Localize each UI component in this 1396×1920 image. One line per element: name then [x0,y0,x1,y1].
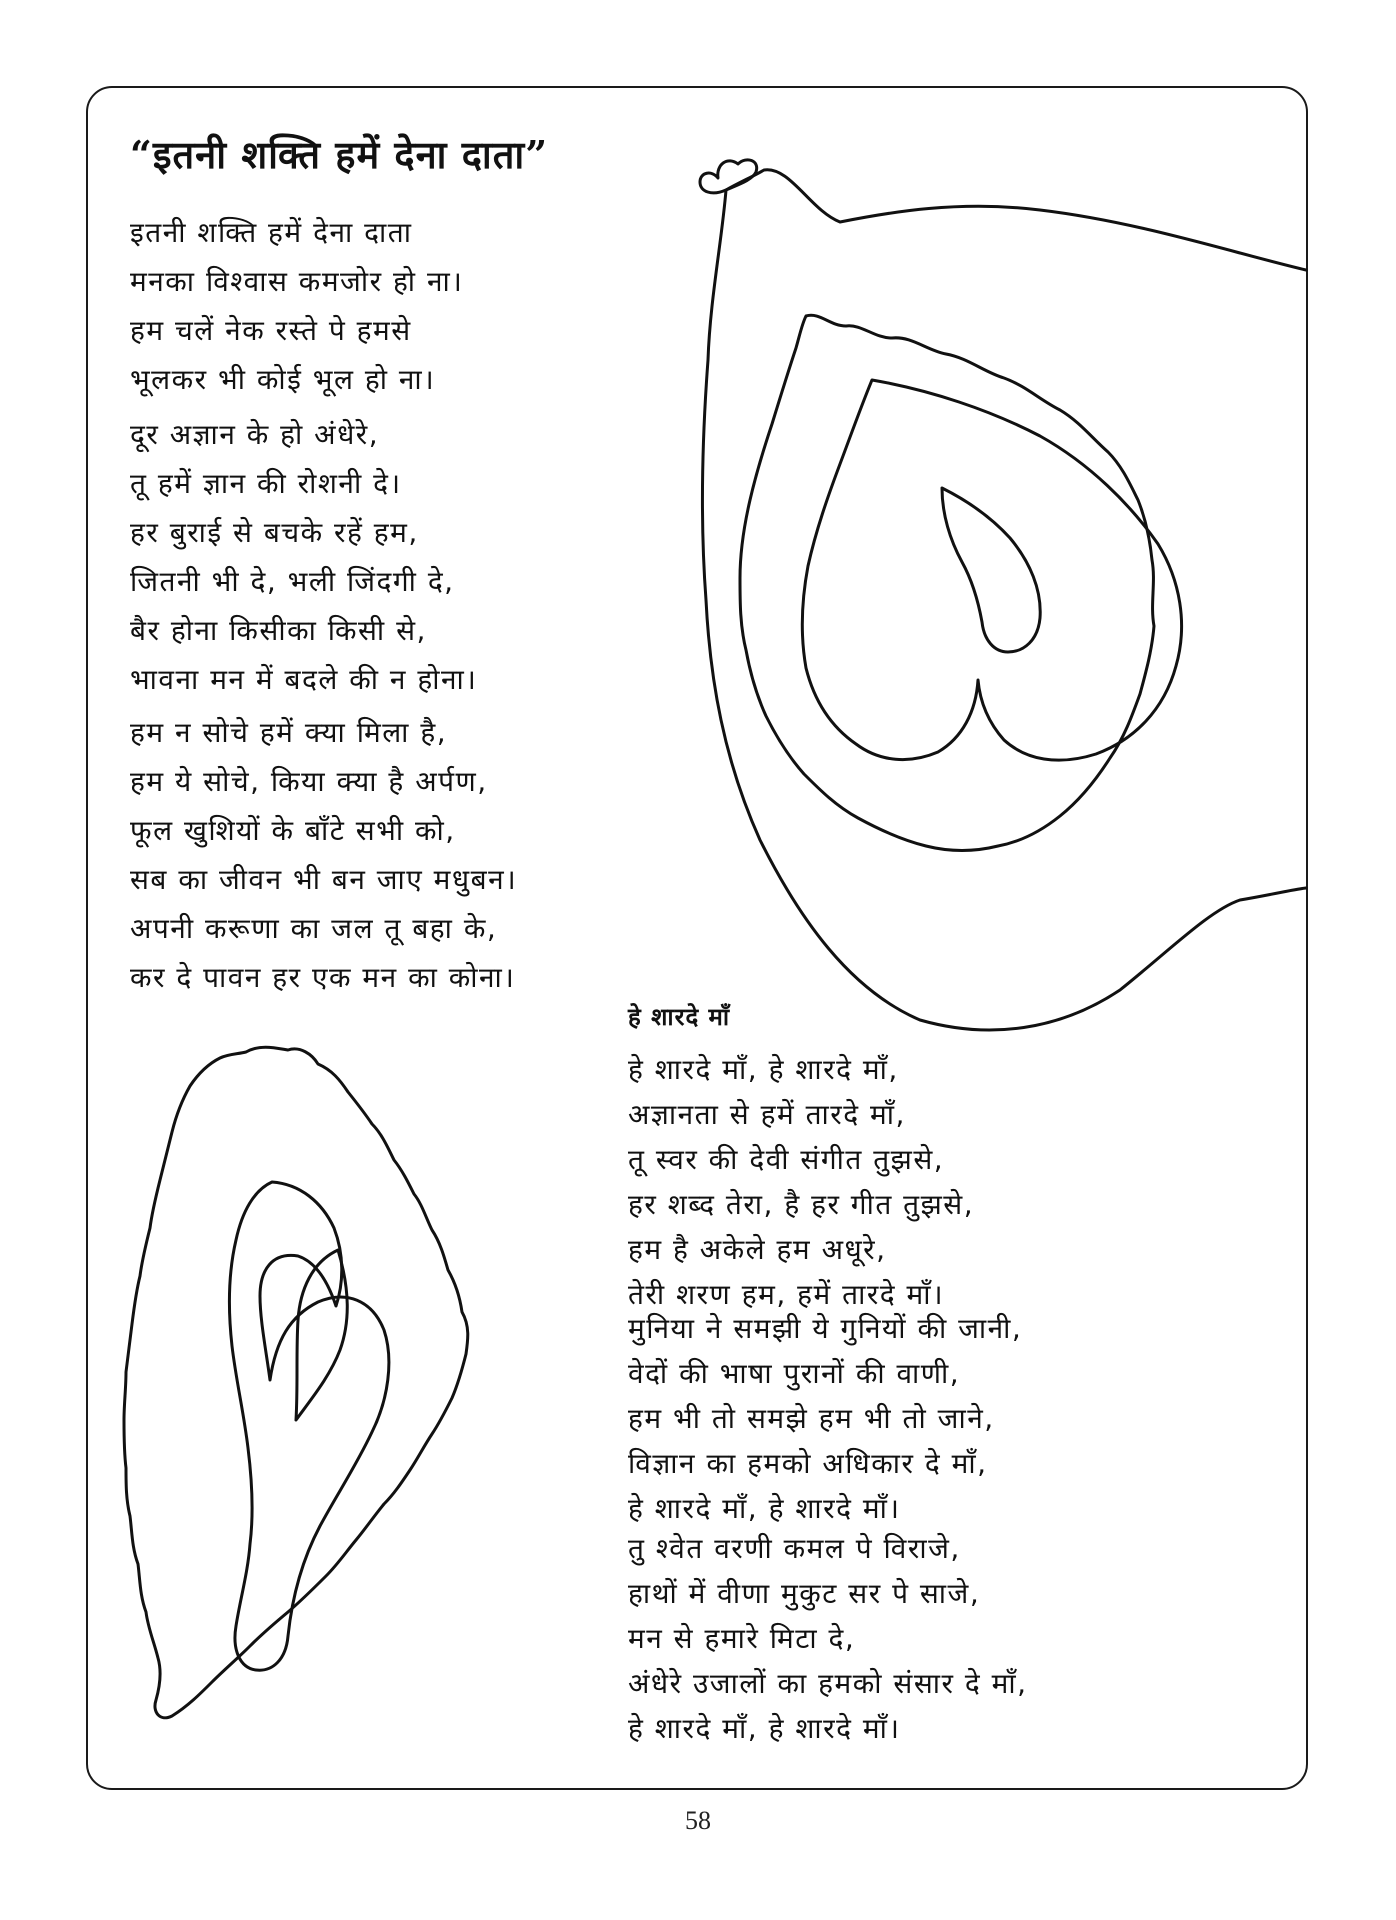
poem-line: हे शारदे माँ, हे शारदे माँ, [628,1053,899,1086]
poem1-stanza-1 [130,208,463,404]
poem-line: बैर होना किसीका किसी से, [130,614,427,647]
poem-line: भूलकर भी कोई भूल हो ना। [130,363,436,396]
poem-line: भावना मन में बदले की न होना। [130,663,478,696]
poem2-stanza-3 [628,1526,1028,1751]
poem1-stanza-2 [130,410,477,704]
poem-line: हम न सोचे हमें क्या मिला है, [130,716,448,749]
poem-line: हर शब्द तेरा, है हर गीत तुझसे, [628,1188,975,1221]
leaf-stem-curl [700,160,757,193]
poem-line: मुनिया ने समझी ये गुनियों की जानी, [628,1312,1023,1345]
poem-line: हर बुराई से बचके रहें हम, [130,516,419,549]
poem-line: अज्ञानता से हमें तारदे माँ, [628,1098,906,1131]
poem-line: मनका विश्वास कमजोर हो ना। [130,265,464,298]
poem-line: तेरी शरण हम, हमें तारदे माँ। [628,1278,945,1311]
poem-line: हाथों में वीणा मुकुट सर पे साजे, [628,1577,981,1610]
poem-line: हम चलें नेक रस्ते पे हमसे [130,314,412,347]
big-leaf-middle-outline [740,315,1154,850]
poem-line: हम ये सोचे, किया क्या है अर्पण, [130,765,488,798]
poem-line: जितनी भी दे, भली जिंदगी दे, [130,565,455,598]
poem-line: मन से हमारे मिटा दे, [628,1622,856,1655]
poem-line: हे शारदे माँ, हे शारदे माँ। [628,1712,901,1745]
page-number: 58 [685,1806,711,1835]
poem-line: कर दे पावन हर एक मन का कोना। [130,961,516,994]
poem1-stanza-3 [130,708,517,1002]
song-title: हे शारदे माँ [628,1003,731,1031]
poem2-stanza-1 [628,1047,974,1317]
poem-line: सब का जीवन भी बन जाए मधुबन। [130,863,518,896]
poem-line: विज्ञान का हमको अधिकार दे माँ, [628,1447,988,1480]
big-leaf-droplet-outline [942,488,1040,652]
poem-line: अंधेरे उजालों का हमको संसार दे माँ, [628,1667,1028,1700]
poem-line: वेदों की भाषा पुरानों की वाणी, [628,1357,961,1390]
poem-line: इतनी शक्ति हमें देना दाता [130,216,413,249]
big-leaf-outer-outline [702,170,1306,1030]
poem2-stanza-2 [628,1306,1022,1531]
poem-line: दूर अज्ञान के हो अंधेरे, [130,418,380,451]
poem-line: हम भी तो समझे हम भी तो जाने, [628,1402,995,1435]
poem-line: फूल खुशियों के बाँटे सभी को, [130,814,456,847]
big-leaf-inner-outline [802,380,1181,760]
poem-line: तू स्वर की देवी संगीत तुझसे, [628,1143,945,1176]
small-leaf-inner-outline [229,1182,389,1670]
poem-line: हम है अकेले हम अधूरे, [628,1233,887,1266]
poem-line: हे शारदे माँ, हे शारदे माँ। [628,1492,901,1525]
poem-title: “इतनी शक्ति हमें देना दाता” [130,132,549,177]
poem-line: तू हमें ज्ञान की रोशनी दे। [130,467,402,500]
poem-line: अपनी करूणा का जल तू बहा के, [130,912,498,945]
poem-line: तु श्वेत वरणी कमल पे विराजे, [628,1532,961,1565]
